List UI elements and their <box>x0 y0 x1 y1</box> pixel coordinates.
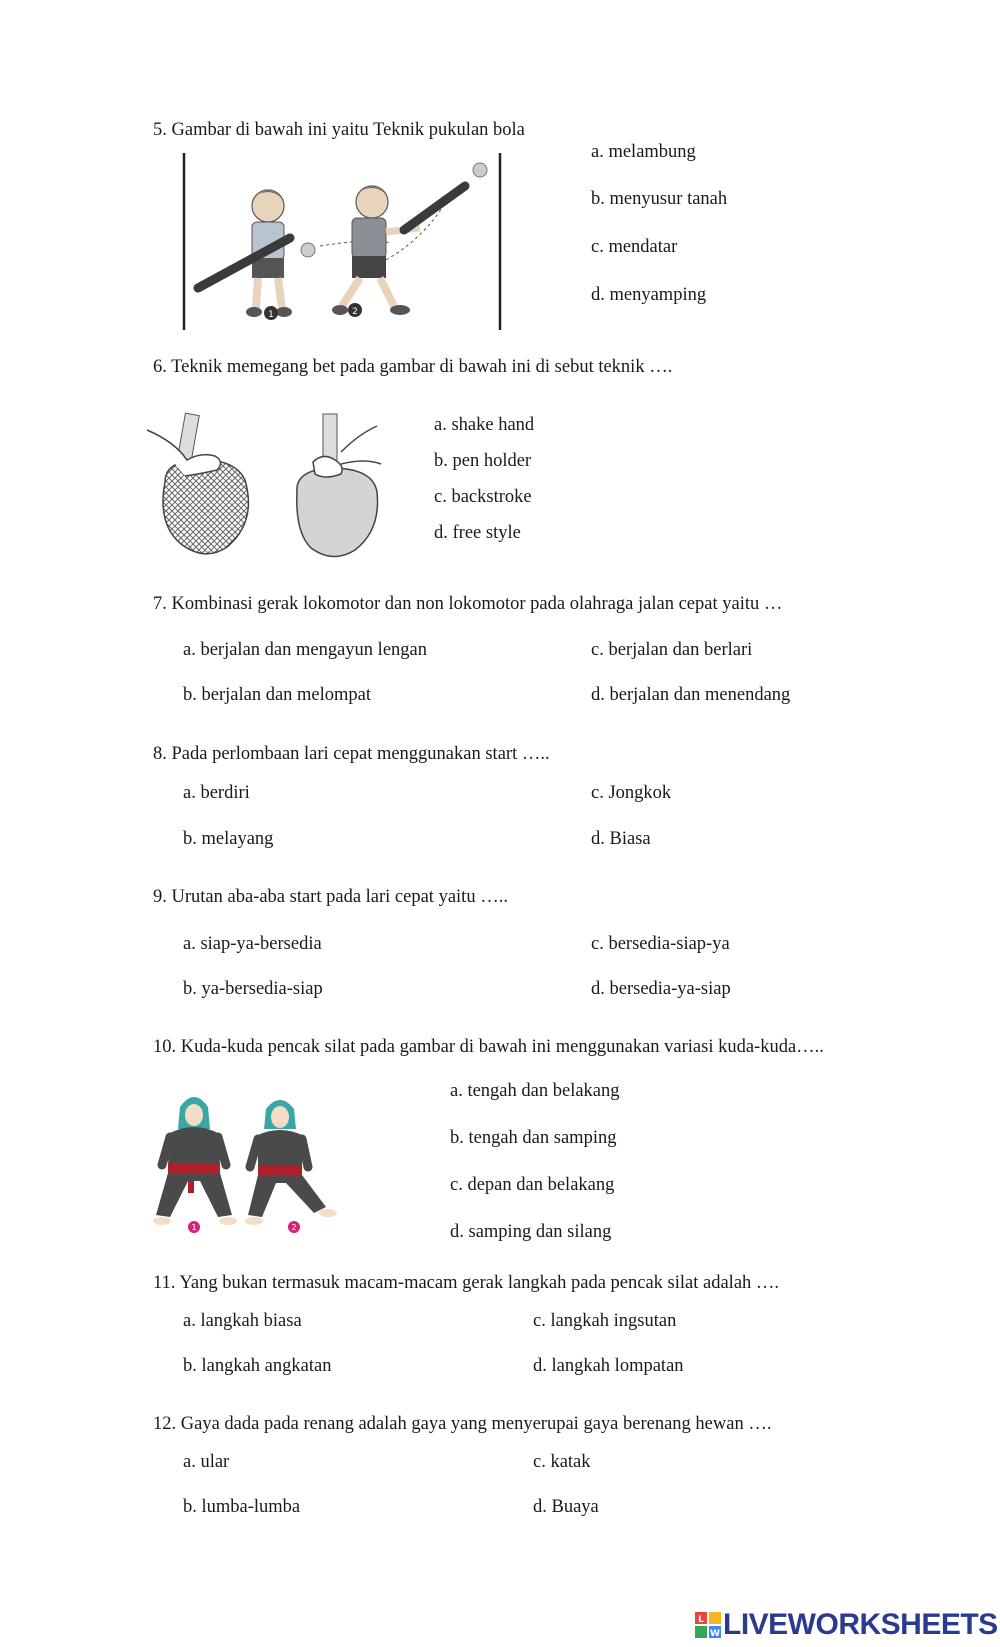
figure-number-2: 2 <box>352 307 358 317</box>
q8-option-c: c. Jongkok <box>591 783 672 803</box>
q7-option-d: d. berjalan dan menendang <box>591 685 791 705</box>
question-7: 7. Kombinasi gerak lokomotor dan non lokomotor pada olahraga jalan cepat yaitu … <box>153 594 783 614</box>
q10-option-b: b. tengah dan samping <box>450 1128 617 1148</box>
question-12: 12. Gaya dada pada renang adalah gaya yang menyerupai gaya berenang hewan …. <box>153 1414 772 1434</box>
stance-number-2: 2 <box>291 1223 297 1232</box>
question-5: 5. Gambar di bawah ini yaitu Teknik pukulan bola <box>153 120 525 140</box>
q11-option-b: b. langkah angkatan <box>183 1356 332 1376</box>
q8-option-a: a. berdiri <box>183 783 250 803</box>
q7-option-b: b. berjalan dan melompat <box>183 685 372 705</box>
q6-option-c: c. backstroke <box>434 487 532 507</box>
q8-option-d: d. Biasa <box>591 829 651 849</box>
q7-option-a: a. berjalan dan mengayun lengan <box>183 640 427 660</box>
q8-option-b: b. melayang <box>183 829 274 849</box>
paddle-grip-illustration <box>145 412 400 562</box>
logo-mark-letter-w: W <box>710 1629 720 1638</box>
figure-number-1: 1 <box>268 310 274 320</box>
pencak-silat-stance-illustration <box>150 1085 345 1233</box>
q11-option-d: d. langkah lompatan <box>533 1356 684 1376</box>
q5-option-b: b. menyusur tanah <box>591 189 728 209</box>
question-11: 11. Yang bukan termasuk macam-macam gerak langkah pada pencak silat adalah …. <box>153 1273 780 1293</box>
q9-option-b: b. ya-bersedia-siap <box>183 979 323 999</box>
q5-option-a: a. melambung <box>591 142 696 162</box>
q10-option-d: d. samping dan silang <box>450 1222 612 1242</box>
q9-option-a: a. siap-ya-bersedia <box>183 934 322 954</box>
liveworksheets-logo[interactable] <box>695 1609 998 1641</box>
question-10: 10. Kuda-kuda pencak silat pada gambar di bawah ini menggunakan variasi kuda-kuda….. <box>153 1037 824 1057</box>
q11-option-c: c. langkah ingsutan <box>533 1311 677 1331</box>
q12-option-b: b. lumba-lumba <box>183 1497 301 1517</box>
q12-option-a: a. ular <box>183 1452 230 1472</box>
q10-option-a: a. tengah dan belakang <box>450 1081 620 1101</box>
logo-mark-letter-l: L <box>698 1615 704 1625</box>
stance-number-1: 1 <box>191 1223 197 1232</box>
q11-option-a: a. langkah biasa <box>183 1311 302 1331</box>
question-6: 6. Teknik memegang bet pada gambar di bawah ini di sebut teknik …. <box>153 357 673 377</box>
q12-option-c: c. katak <box>533 1452 591 1472</box>
q5-option-d: d. menyamping <box>591 285 707 305</box>
batting-illustration <box>180 148 505 333</box>
question-9: 9. Urutan aba-aba start pada lari cepat yaitu ….. <box>153 887 508 907</box>
q6-option-a: a. shake hand <box>434 415 535 435</box>
liveworksheets-logo-text: LIVEWORKSHEETS <box>723 1608 998 1641</box>
q6-option-d: d. free style <box>434 523 521 543</box>
q5-option-c: c. mendatar <box>591 237 678 257</box>
question-8: 8. Pada perlombaan lari cepat menggunakan start ….. <box>153 744 550 764</box>
q9-option-d: d. bersedia-ya-siap <box>591 979 731 999</box>
q7-option-c: c. berjalan dan berlari <box>591 640 753 660</box>
q9-option-c: c. bersedia-siap-ya <box>591 934 730 954</box>
q10-option-c: c. depan dan belakang <box>450 1175 615 1195</box>
q12-option-d: d. Buaya <box>533 1497 599 1517</box>
q6-option-b: b. pen holder <box>434 451 532 471</box>
liveworksheets-logo-icon <box>695 1612 721 1638</box>
